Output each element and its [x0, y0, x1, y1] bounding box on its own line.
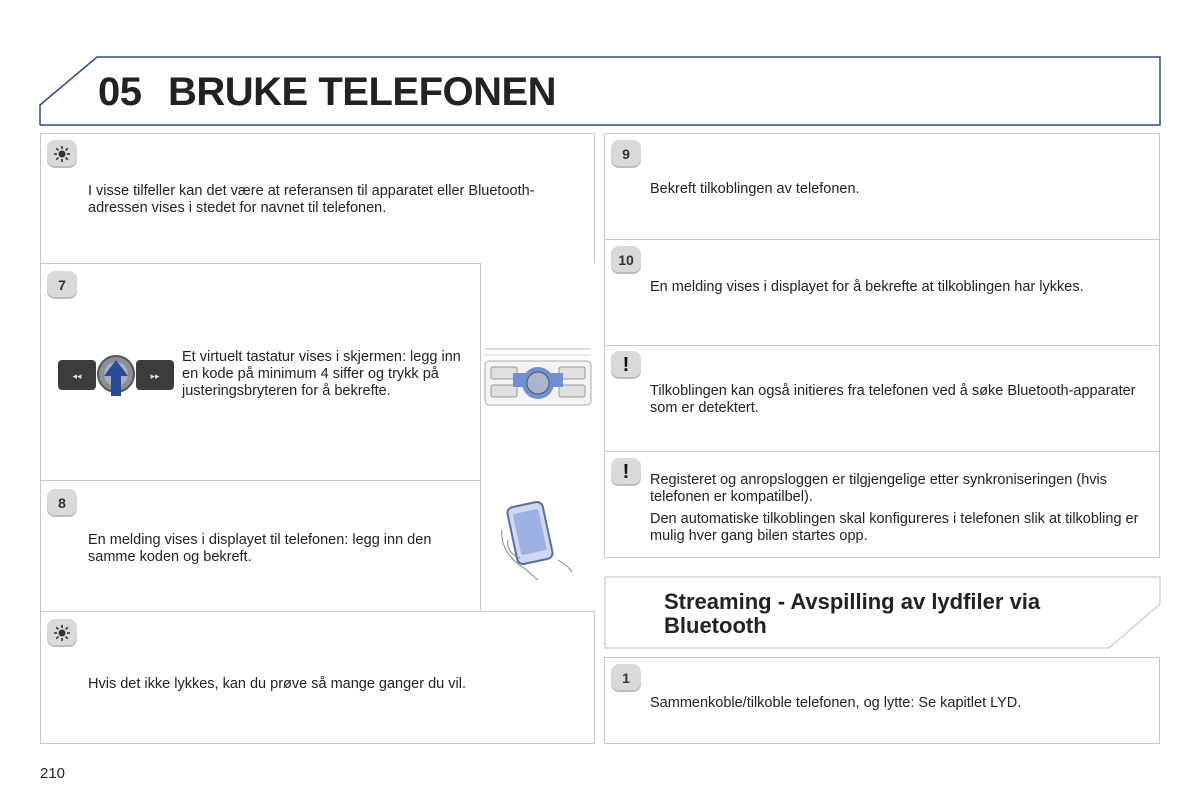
page-number: 210: [40, 765, 66, 782]
step-badge-9: 9: [611, 140, 641, 168]
tip-text-1: I visse tilfeller kan det være at referansen til apparatet eller Bluetooth-adressen vises i stedet for navnet til telefonen.: [88, 183, 535, 216]
svg-text:◂◂: ◂◂: [72, 372, 82, 382]
svg-text:▸▸: ▸▸: [150, 372, 160, 382]
streaming-title: Streaming - Avspilling av lydfiler via Bluetooth: [664, 589, 1041, 638]
step-text-8: En melding vises i displayet til telefonen: legg inn den samme koden og bekreft.: [88, 532, 432, 565]
note-text-2: [650, 472, 1140, 550]
lightbulb-icon: [47, 140, 77, 168]
step-badge-8: 8: [47, 489, 77, 517]
chapter-header: [0, 0, 1200, 130]
note-text-2a: Registeret og anropsloggen er tilgjengelige etter synkroniseringen (hvis telefonen er kompatilbel).: [650, 472, 1108, 505]
lightbulb-icon: [47, 619, 77, 647]
phone-in-hand-illustration: [498, 500, 574, 582]
exclamation-icon: !: [611, 351, 641, 379]
step-badge-7: 7: [47, 271, 77, 299]
arrow-buttons-illustration: [56, 352, 176, 400]
note-text-1: Tilkoblingen kan også initieres fra telefonen ved å søke Bluetooth-apparater som er detektert.: [650, 383, 1136, 416]
exclamation-icon: !: [611, 458, 641, 486]
chapter-number: 05: [98, 70, 142, 114]
note-text-2b: Den automatiske tilkoblingen skal konfigureres i telefonen slik at tilkobling er mulig hver gang bilen startes opp.: [650, 511, 1139, 544]
step-badge-1: 1: [611, 664, 641, 692]
step-text-1: Sammenkoble/tilkoble telefonen, og lytte: Se kapitlet LYD.: [650, 695, 1022, 711]
chapter-title: BRUKE TELEFONEN: [168, 70, 557, 114]
step-text-7: Et virtuelt tastatur vises i skjermen: legg inn en kode på minimum 4 siffer og trykk på justeringsbryteren for å bekrefte.: [182, 349, 461, 399]
step-badge-10: 10: [611, 246, 641, 274]
tip-text-2: Hvis det ikke lykkes, kan du prøve så mange ganger du vil.: [88, 676, 466, 692]
step-text-10: En melding vises i displayet for å bekrefte at tilkoblingen har lykkes.: [650, 279, 1084, 295]
head-unit-illustration: [483, 343, 593, 409]
step-text-9: Bekreft tilkoblingen av telefonen.: [650, 181, 860, 197]
